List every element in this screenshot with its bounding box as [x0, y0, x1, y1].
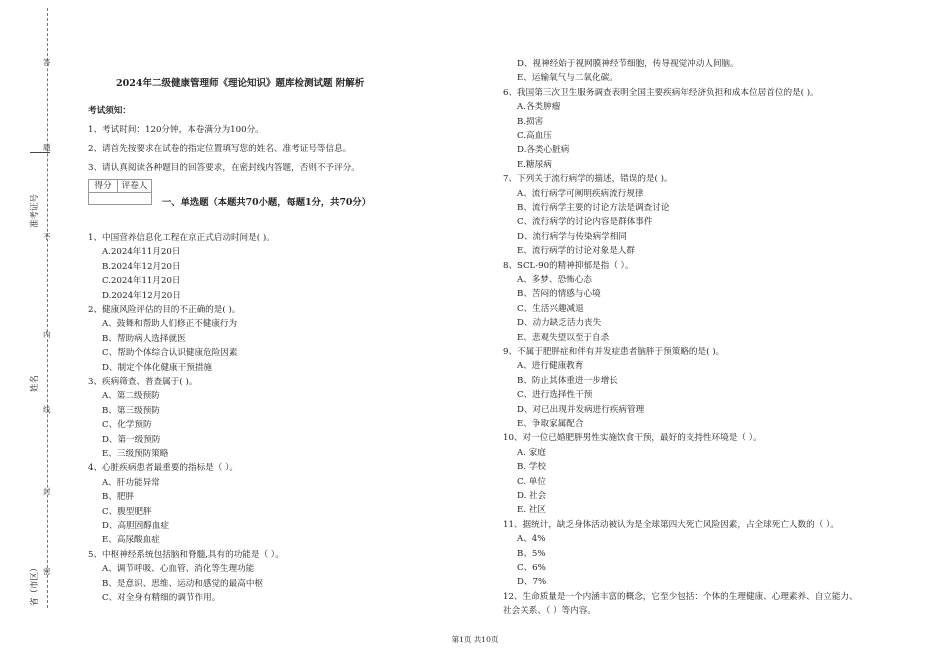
right-lines-20: E、悲观失望以至于自杀: [517, 332, 610, 343]
right-lines-13: D、流行病学与传染病学相同: [517, 231, 628, 242]
province-label: 省（市区）: [30, 563, 40, 606]
right-lines-10: A、流行病学可阐明疾病流行规律: [517, 188, 644, 199]
right-lines-4: A.各类肿瘤: [517, 102, 561, 113]
seal-char-4: 内: [43, 330, 51, 339]
right-lines-27: 10、对一位已婚肥胖男性实施饮食干预，最好的支持性环境是（ ）。: [503, 433, 762, 444]
left-lines-26: C、对全身有精细的调节作用。: [102, 593, 221, 603]
right-lines-29: B. 学校: [517, 462, 546, 473]
right-lines-18: C、生活兴趣减退: [517, 303, 584, 314]
left-lines-16: E、三级预防策略: [102, 449, 169, 459]
right-lines-2: E、运输氧气与二氧化碳。: [517, 73, 618, 84]
left-lines-1: 1、中国营养信息化工程在京正式启动时间是( )。: [88, 233, 275, 243]
left-lines-8: B、帮助病人选择就医: [102, 333, 186, 344]
name-label: 姓名: [30, 374, 40, 392]
right-lines-37: D、7%: [517, 577, 547, 588]
left-lines-5: D.2024年12月20日: [102, 290, 181, 301]
notice-title: 考试须知：: [88, 106, 131, 116]
seal-char-2: 题: [43, 143, 51, 152]
right-lines-22: A、进行健康教育: [517, 361, 584, 372]
seal-char-6: 封: [43, 487, 51, 496]
right-lines-28: A. 家庭: [517, 447, 546, 458]
seal-char-7: 密: [43, 567, 51, 576]
section-heading: 一、单选题（本题共70小题，每题1分，共70分）: [162, 197, 371, 208]
left-lines-20: C、腹型肥胖: [102, 506, 152, 517]
right-lines-14: E、流行病学的讨论对象是人群: [517, 246, 635, 257]
notice-3: 3、请认真阅读各种题目的回答要求，在密封线内答题，否则不予评分。: [88, 163, 360, 173]
right-lines-12: C、流行病学的讨论内容是群体事件: [517, 217, 653, 228]
right-lines-31: D. 社会: [517, 491, 547, 501]
ticket-number-label: 准考证号: [30, 193, 40, 228]
left-lines-13: B、第三级预防: [102, 405, 160, 416]
right-lines-16: A、多梦、恐怖心态: [517, 275, 592, 285]
right-lines-17: B、苦闷的情感与心境: [517, 289, 601, 300]
right-lines-19: D、动力缺乏活力丧失: [517, 318, 602, 329]
right-lines-11: B、流行病学主要的讨论方法是调查讨论: [517, 203, 670, 213]
left-lines-10: D、制定个体化健康干预措施: [102, 362, 213, 373]
left-lines-15: D、第一级预防: [102, 434, 161, 445]
seal-char-5: 线: [43, 405, 51, 414]
right-lines-35: B、5%: [517, 548, 546, 559]
right-lines-23: B、防止其体重进一步增长: [517, 375, 618, 386]
left-lines-18: A、肝功能异常: [102, 477, 160, 488]
grader-label: 评卷人: [118, 180, 151, 193]
score-box: [88, 179, 152, 205]
right-lines-1: D、视神经始于视网膜神经节细胞，传导视觉冲动人间脑。: [517, 59, 739, 69]
notice-2: 2、请首先按要求在试卷的指定位置填写您的姓名、准考证号等信息。: [88, 144, 352, 154]
seal-dashed-line: [47, 8, 48, 608]
left-lines-9: C、帮助个体综合认识健康危险因素: [102, 348, 238, 359]
right-lines-25: D、对已出现并发病进行疾病管理: [517, 404, 645, 415]
right-lines-9: 7、下列关于流行病学的描述，错误的是( )。: [503, 174, 673, 185]
left-lines-23: 5、中枢神经系统包括脑和脊髓,具有的功能是（ ）。: [88, 549, 284, 560]
left-lines-19: B、肥胖: [102, 492, 135, 503]
seal-char-3: 不: [43, 232, 51, 241]
left-lines-6: 2、健康风险评估的目的不正确的是( )。: [88, 305, 241, 315]
right-lines-24: C、进行选择性干预: [517, 390, 593, 401]
right-lines-5: B.损害: [517, 116, 544, 127]
right-lines-34: A、4%: [517, 534, 546, 545]
right-lines-6: C.高血压: [517, 131, 552, 141]
left-lines-22: E、高尿酸血症: [102, 535, 160, 546]
left-lines-11: 3、疾病筛查、普查属于( )。: [88, 377, 198, 387]
left-lines-3: B.2024年12月20日: [102, 261, 181, 272]
left-lines-21: D、高胆固醇血症: [102, 521, 170, 531]
right-lines-26: E、争取家属配合: [517, 419, 584, 429]
right-lines-21: 9、不属于肥胖症和伴有并发症患者脑胖于预策略的是( )。: [503, 347, 725, 357]
left-lines-17: 4、心脏疾病患者最重要的指标是（ ）。: [88, 463, 238, 474]
right-lines-33: 11、据统计，缺乏身体活动被认为是全球第四大死亡风险因素，占全球死亡人数的（ ）。: [503, 519, 839, 530]
left-lines-24: A、调节呼吸、心血管、消化等生理功能: [102, 564, 255, 575]
left-lines-12: A、第二级预防: [102, 391, 160, 402]
left-lines-25: B、是意识、思维、运动和感觉的最高中枢: [102, 578, 264, 589]
score-label: 得分: [89, 180, 118, 193]
right-lines-7: D.各类心脏病: [517, 145, 570, 156]
right-lines-32: E. 社区: [517, 505, 546, 516]
left-lines-4: C.2024年11月20日: [102, 276, 181, 287]
page-title: 2024年二级健康管理师《理论知识》题库检测试题 附解析: [116, 78, 365, 89]
right-lines-3: 6、我国第三次卫生服务调查表明全国主要疾病年经济负担和成本位居首位的是( )。: [503, 87, 819, 98]
left-lines-2: A.2024年11月20日: [102, 247, 181, 258]
right-lines-36: C、6%: [517, 563, 546, 573]
left-lines-14: C、化学预防: [102, 420, 152, 431]
right-lines-8: E.糖尿病: [517, 159, 552, 170]
notice-1: 1、考试时间：120分钟，本卷满分为100分。: [88, 125, 264, 135]
right-lines-15: 8、SCL-90的精神抑郁是指（ ）。: [503, 260, 634, 271]
right-lines-38: 12、生命质量是一个内涵丰富的概念，它至少包括：个体的生理健康、心理素养、自立能力、: [503, 591, 858, 602]
page-footer: 第1页 共10页: [451, 635, 499, 644]
left-lines-7: A、鼓舞和帮助人们修正不健康行为: [102, 319, 238, 330]
seal-char-1: 答: [43, 58, 51, 67]
right-lines-39: 社会关系、（ ）等内容。: [503, 606, 596, 617]
ticket-number-underline: [30, 152, 50, 153]
right-lines-30: C. 单位: [517, 476, 546, 487]
